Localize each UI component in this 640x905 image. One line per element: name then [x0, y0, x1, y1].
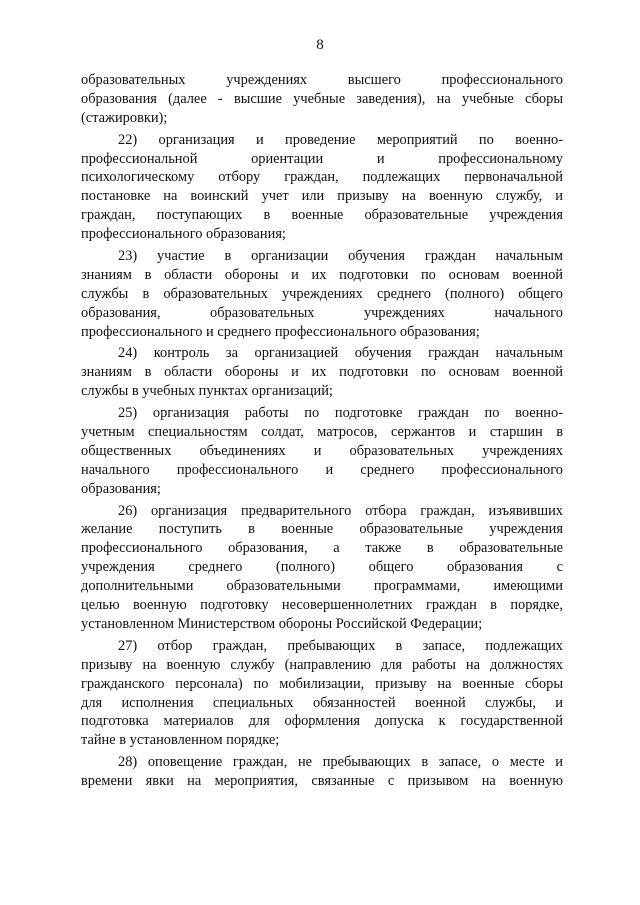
text-line: времени явки на мероприятия, связанные с призывом на военную	[81, 773, 563, 790]
page-number: 8	[316, 37, 324, 53]
text-line: призыву на военную службу (направлению для работы на должностях	[81, 656, 563, 673]
text-line: 22) организация и проведение мероприятий по военно-	[118, 131, 563, 148]
text-line: гражданского персонала) по мобилизации, призыву на военные сборы	[81, 675, 563, 692]
text-line: учреждения среднего (полного) общего образования с	[81, 559, 563, 576]
text-line: (стажировки);	[81, 109, 168, 126]
text-line: 27) отбор граждан, пребывающих в запасе, подлежащих	[118, 637, 563, 654]
document-body	[81, 71, 563, 791]
text-line: знаниям в области обороны и их подготовки по основам военной	[81, 364, 563, 381]
text-line: образования;	[81, 480, 161, 497]
text-line: 28) оповещение граждан, не пребывающих в запасе, о месте и	[118, 754, 563, 771]
paragraph	[81, 344, 563, 401]
text-line: дополнительными образовательными программами, имеющими	[81, 578, 563, 595]
text-line: начального профессионального и среднего профессионального	[81, 461, 563, 478]
paragraph	[81, 502, 563, 634]
text-line: знаниям в области обороны и их подготовки по основам военной	[81, 266, 563, 283]
text-line: желание поступить в военные образовательные учреждения	[81, 521, 563, 538]
text-line: граждан, поступающих в военные образовательные учреждения	[81, 207, 563, 224]
text-line: 26) организация предварительного отбора граждан, изъявивших	[118, 502, 563, 519]
text-line: 25) организация работы по подготовке граждан по военно-	[118, 405, 563, 422]
text-line: профессионального и среднего профессионального образования;	[81, 323, 480, 340]
paragraph	[81, 247, 563, 341]
text-line: подготовка материалов для оформления допуска к государственной	[81, 713, 563, 730]
text-line: тайне в установленном порядке;	[81, 732, 280, 749]
text-line: 24) контроль за организацией обучения граждан начальным	[118, 345, 563, 362]
paragraph	[81, 71, 563, 128]
text-line: установленном Министерством обороны Российской Федерации;	[81, 615, 483, 632]
text-line: психологическому отбору граждан, подлежащих первоначальной	[81, 169, 563, 186]
text-line: образования (далее - высшие учебные заведения), на учебные сборы	[81, 90, 563, 107]
text-line: профессионального образования;	[81, 226, 286, 243]
paragraph	[81, 637, 563, 750]
text-line: образования, образовательных учреждениях начального	[81, 304, 563, 321]
text-line: целью военную подготовку несовершеннолетних граждан в порядке,	[81, 597, 563, 614]
text-line: учетным специальностям солдат, матросов, сержантов и старшин в	[81, 424, 563, 441]
text-line: службы в учебных пунктах организаций;	[81, 383, 333, 400]
text-line: постановке на воинский учет или призыву на военную службу, и	[81, 188, 563, 205]
paragraph	[81, 131, 563, 244]
paragraph	[81, 404, 563, 498]
text-line: образовательных учреждениях высшего профессионального	[81, 72, 563, 88]
text-line: профессионального образования, а также в образовательные	[81, 540, 563, 557]
text-line: службы в образовательных учреждениях среднего (полного) общего	[81, 285, 563, 302]
text-line: 23) участие в организации обучения граждан начальным	[118, 248, 563, 265]
paragraph	[81, 753, 563, 791]
text-line: для исполнения специальных обязанностей военной службы, и	[81, 694, 563, 711]
text-line: общественных объединениях и образовательных учреждениях	[81, 442, 563, 459]
text-line: профессиональной ориентации и профессиональному	[81, 150, 563, 167]
